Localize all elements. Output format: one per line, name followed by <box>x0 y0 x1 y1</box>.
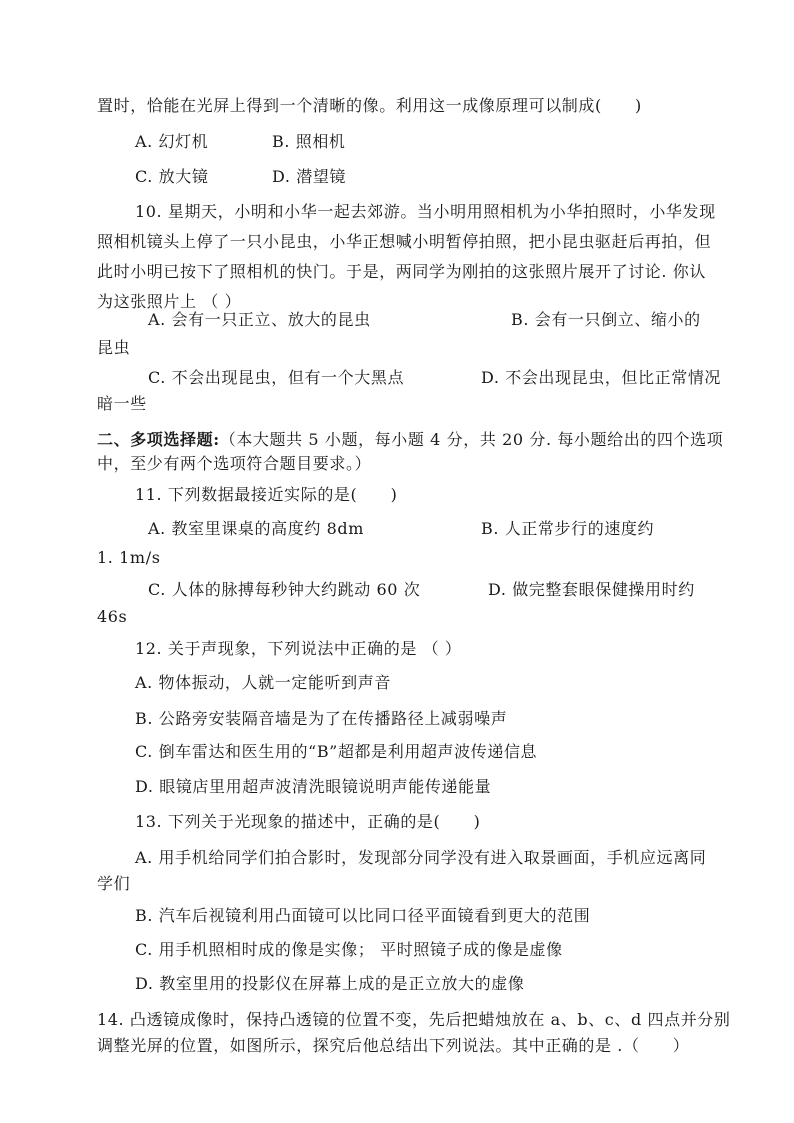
q10-stem-line1: 10. 星期天，小明和小华一起去郊游。当小明用照相机为小华拍照时，小华发现 <box>135 202 716 221</box>
section2-desc-line2: 中，至少有两个选项符合题目要求。） <box>97 454 372 473</box>
q12-option-c: C. 倒车雷达和医生用的“B”超都是利用超声波传递信息 <box>135 742 538 761</box>
section2-heading-line1 <box>97 430 723 450</box>
section2-title: 二、多项选择题: <box>97 430 220 449</box>
q14-stem-line2: 调整光屏的位置，如图所示，探究后他总结出下列说法。其中正确的是 .（ ） <box>97 1036 690 1055</box>
q12-option-d: D. 眼镜店里用超声波清洗眼镜说明声能传递能量 <box>135 777 492 796</box>
q11-option-b: B. 人正常步行的速度约 <box>481 519 655 538</box>
q9-option-b: B. 照相机 <box>272 132 346 151</box>
q12-option-b: B. 公路旁安装隔音墙是为了在传播路径上减弱噪声 <box>135 709 508 728</box>
q10-option-d: D. 不会出现昆虫，但比正常情况 <box>481 368 722 387</box>
q11-option-d-wrap: 46s <box>97 607 128 626</box>
q10-option-d-wrap: 暗一些 <box>97 394 147 413</box>
q10-option-b-wrap: 昆虫 <box>97 338 131 357</box>
q14-stem-line1: 14. 凸透镜成像时，保持凸透镜的位置不变，先后把蜡烛放在 a、b、c、d 四点并分别 <box>97 1010 731 1029</box>
q13-stem: 13. 下列关于光现象的描述中，正确的是( ) <box>135 812 481 831</box>
q10-option-c: C. 不会出现昆虫，但有一个大黑点 <box>148 368 405 387</box>
q9-option-a: A. 幻灯机 <box>135 132 209 151</box>
q12-stem: 12. 关于声现象，下列说法中正确的是 （ ） <box>135 639 462 658</box>
q13-option-d: D. 教室里用的投影仪在屏幕上成的是正立放大的虚像 <box>135 974 525 993</box>
q10-stem-line3: 此时小明已按下了照相机的快门。于是，两同学为刚拍的这张照片展开了讨论. 你认 <box>97 262 706 281</box>
q11-option-d: D. 做完整套眼保健操用时约 <box>488 580 695 599</box>
q9-stem-tail: 置时，恰能在光屏上得到一个清晰的像。利用这一成像原理可以制成( ) <box>97 96 642 115</box>
q11-option-b-wrap: 1. 1m/s <box>97 548 161 567</box>
q11-option-c: C. 人体的脉搏每秒钟大约跳动 60 次 <box>148 580 421 599</box>
q9-option-d: D. 潜望镜 <box>272 167 347 186</box>
q13-option-b: B. 汽车后视镜利用凸面镜可以比同口径平面镜看到更大的范围 <box>135 906 591 925</box>
q11-stem: 11. 下列数据最接近实际的是( ) <box>135 485 398 504</box>
q10-option-b: B. 会有一只倒立、缩小的 <box>511 310 701 329</box>
section2-desc-line1: （本大题共 5 小题，每小题 4 分，共 20 分. 每小题给出的四个选项 <box>219 430 724 449</box>
q13-option-a: A. 用手机给同学们拍合影时，发现部分同学没有进入取景画面，手机应远离同 <box>135 848 707 867</box>
q10-option-a: A. 会有一只正立、放大的昆虫 <box>148 310 371 329</box>
q12-option-a: A. 物体振动，人就一定能听到声音 <box>135 673 391 692</box>
q10-stem-line4: 为这张照片上 （ ） <box>97 292 242 311</box>
q11-option-a: A. 教室里课桌的高度约 8dm <box>148 519 365 538</box>
q13-option-c: C. 用手机照相时成的像是实像； 平时照镜子成的像是虚像 <box>135 940 563 959</box>
q10-stem-line2: 照相机镜头上停了一只小昆虫，小华正想喊小明暂停拍照，把小昆虫驱赶后再拍，但 <box>97 232 712 251</box>
q9-option-c: C. 放大镜 <box>135 167 209 186</box>
q13-option-a-wrap: 学们 <box>97 874 131 893</box>
